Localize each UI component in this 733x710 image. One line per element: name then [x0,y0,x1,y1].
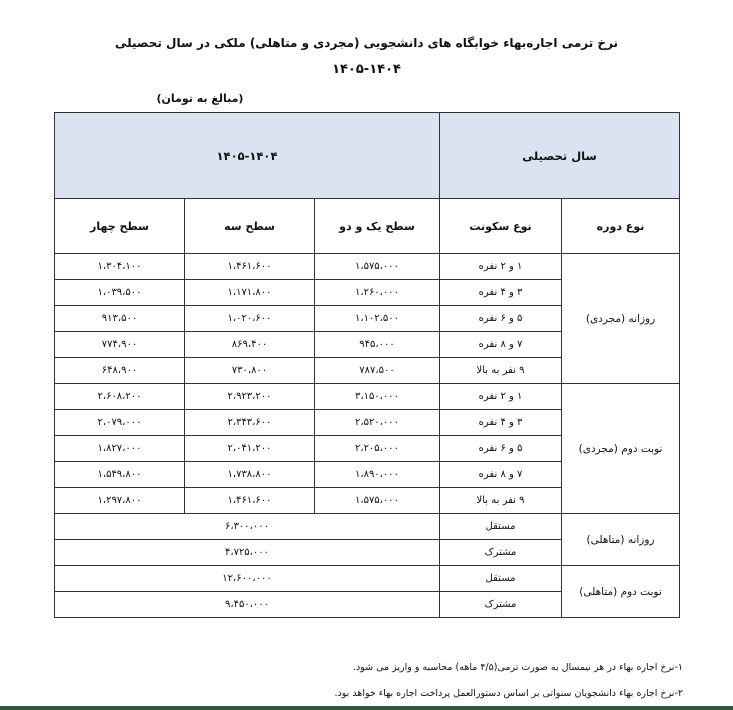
bottom-color-strip [0,706,733,710]
period-label: نوبت دوم (مجردی) [562,384,680,514]
rate-level-1-2: ۷۸۷،۵۰۰ [315,358,440,384]
rate-level-4: ۱،۰۳۹،۵۰۰ [55,280,185,306]
occupancy-label: ۹ نفر به بالا [440,488,562,514]
rate-level-4: ۱،۸۲۷،۰۰۰ [55,436,185,462]
column-header-residence-type: نوع سکونت [440,199,562,254]
married-rate-amount: ۶،۳۰۰،۰۰۰ [55,514,440,540]
rate-level-3: ۱،۱۷۱،۸۰۰ [185,280,315,306]
rate-level-1-2: ۱،۱۰۲،۵۰۰ [315,306,440,332]
rate-level-3: ۷۳۰،۸۰۰ [185,358,315,384]
rate-level-1-2: ۹۴۵،۰۰۰ [315,332,440,358]
married-rate-amount: ۱۲،۶۰۰،۰۰۰ [55,566,440,592]
header-row-year [55,113,680,199]
occupancy-label: ۳ و ۴ نفره [440,280,562,306]
rate-level-1-2: ۱،۸۹۰،۰۰۰ [315,462,440,488]
document-title: نرخ ترمی اجاره‌بهاء خوابگاه های دانشجویی (مجردی و متاهلی) ملکی در سال تحصیلی [114,36,619,50]
occupancy-label: ۱ و ۲ نفره [440,254,562,280]
rate-level-1-2: ۱،۵۷۵،۰۰۰ [315,488,440,514]
academic-year-value: ۱۴۰۵-۱۴۰۴ [55,113,440,199]
occupancy-label: ۷ و ۸ نفره [440,462,562,488]
occupancy-label: ۵ و ۶ نفره [440,306,562,332]
column-header-level-4: سطح چهار [55,199,185,254]
married-type-label: مستقل [440,566,562,592]
column-header-level-1-2: سطح یک و دو [315,199,440,254]
table-row [55,566,680,592]
period-label: روزانه (مجردی) [562,254,680,384]
footnote-1: ۱-نرخ اجاره بهاء در هر نیمسال به صورت ترمی(۴/۵ ماهه) محاسبه و واریز می شود. [352,662,683,673]
rate-level-4: ۱،۲۹۷،۸۰۰ [55,488,185,514]
rate-level-4: ۷۷۴،۹۰۰ [55,332,185,358]
married-type-label: مشترک [440,592,562,618]
occupancy-label: ۳ و ۴ نفره [440,410,562,436]
rate-level-3: ۲،۰۴۱،۲۰۰ [185,436,315,462]
period-label: نوبت دوم (متاهلی) [562,566,680,618]
rate-level-3: ۱،۴۶۱،۶۰۰ [185,488,315,514]
rate-level-1-2: ۱،۵۷۵،۰۰۰ [315,254,440,280]
table-row [55,254,680,280]
rate-level-1-2: ۳،۱۵۰،۰۰۰ [315,384,440,410]
occupancy-label: ۹ نفر به بالا [440,358,562,384]
married-type-label: مشترک [440,540,562,566]
column-header-period-type: نوع دوره [562,199,680,254]
column-header-level-3: سطح سه [185,199,315,254]
table-row [55,514,680,540]
married-rate-amount: ۹،۴۵۰،۰۰۰ [55,592,440,618]
occupancy-label: ۷ و ۸ نفره [440,332,562,358]
rate-level-4: ۶۴۸،۹۰۰ [55,358,185,384]
rate-level-3: ۸۶۹،۴۰۰ [185,332,315,358]
rate-level-1-2: ۲،۲۰۵،۰۰۰ [315,436,440,462]
rate-level-3: ۱،۰۲۰،۶۰۰ [185,306,315,332]
currency-unit-note: (مبالغ به تومان) [156,92,244,105]
rate-level-3: ۲،۹۲۳،۲۰۰ [185,384,315,410]
rate-level-4: ۲،۶۰۸،۲۰۰ [55,384,185,410]
rate-level-4: ۲،۰۷۹،۰۰۰ [55,410,185,436]
dormitory-rates-table [54,112,680,618]
occupancy-label: ۱ و ۲ نفره [440,384,562,410]
rate-level-3: ۲،۳۴۳،۶۰۰ [185,410,315,436]
period-label: روزانه (متاهلی) [562,514,680,566]
footnote-2: ۲-نرخ اجاره بهاء دانشجویان سنواتی بر اساس دستورالعمل پرداخت اجاره بهاء خواهد بود. [334,688,683,699]
occupancy-label: ۵ و ۶ نفره [440,436,562,462]
header-row-columns [55,199,680,254]
document-year: ۱۴۰۵-۱۴۰۴ [332,62,401,77]
rate-level-4: ۱،۳۰۴،۱۰۰ [55,254,185,280]
rate-level-4: ۹۱۳،۵۰۰ [55,306,185,332]
rate-level-4: ۱،۵۴۹،۸۰۰ [55,462,185,488]
married-type-label: مستقل [440,514,562,540]
married-rate-amount: ۴،۷۲۵،۰۰۰ [55,540,440,566]
table-row [55,384,680,410]
rate-level-3: ۱،۷۳۸،۸۰۰ [185,462,315,488]
rate-level-1-2: ۱،۲۶۰،۰۰۰ [315,280,440,306]
rate-level-1-2: ۲،۵۲۰،۰۰۰ [315,410,440,436]
rate-level-3: ۱،۴۶۱،۶۰۰ [185,254,315,280]
academic-year-label: سال تحصیلی [440,113,680,199]
